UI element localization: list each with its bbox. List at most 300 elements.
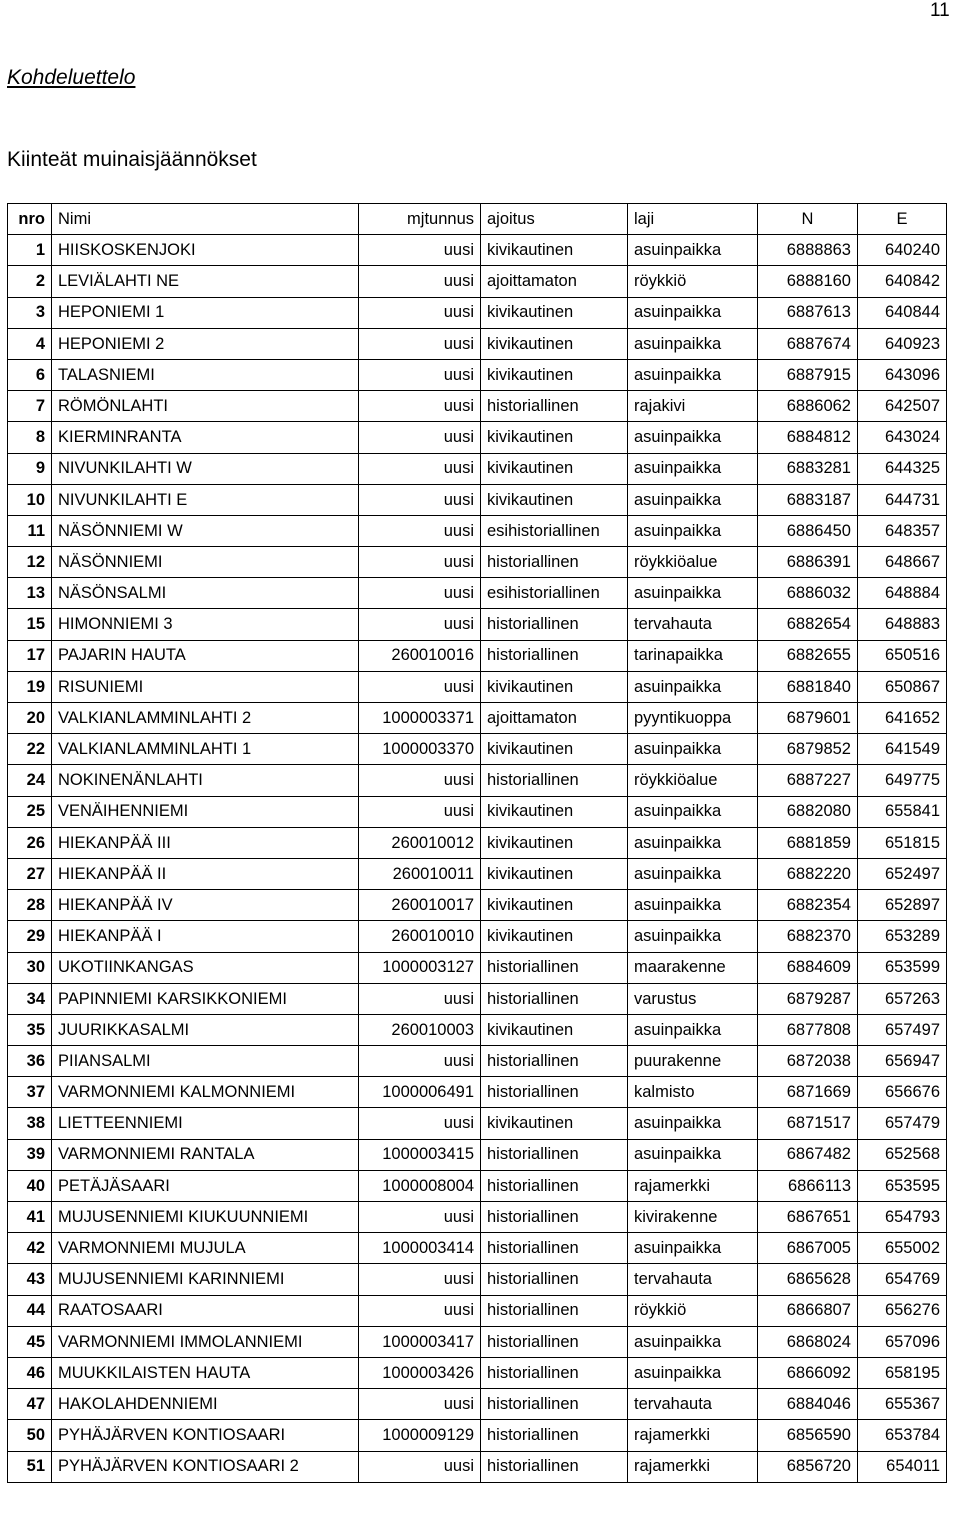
column-header-mjtunnus: mjtunnus	[359, 204, 481, 235]
cell-n: 6872038	[758, 1046, 858, 1077]
cell-ajoitus: historiallinen	[481, 1389, 628, 1420]
cell-n: 6888863	[758, 235, 858, 266]
cell-nro: 17	[8, 640, 52, 671]
cell-nro: 20	[8, 703, 52, 734]
cell-mjtunnus: 1000003414	[359, 1233, 481, 1264]
table-row	[8, 328, 947, 359]
cell-name: HIMONNIEMI 3	[52, 609, 359, 640]
cell-n: 6887674	[758, 328, 858, 359]
cell-mjtunnus: 1000009129	[359, 1420, 481, 1451]
cell-name: HIEKANPÄÄ IV	[52, 890, 359, 921]
cell-ajoitus: kivikautinen	[481, 235, 628, 266]
table-row	[8, 1295, 947, 1326]
cell-ajoitus: historiallinen	[481, 1295, 628, 1326]
cell-nro: 29	[8, 921, 52, 952]
cell-ajoitus: historiallinen	[481, 1264, 628, 1295]
cell-mjtunnus: uusi	[359, 266, 481, 297]
cell-e: 640923	[858, 328, 947, 359]
cell-nro: 13	[8, 578, 52, 609]
cell-laji: tarinapaikka	[628, 640, 758, 671]
cell-nro: 26	[8, 827, 52, 858]
cell-mjtunnus: uusi	[359, 1451, 481, 1482]
cell-name: HIEKANPÄÄ I	[52, 921, 359, 952]
cell-e: 640240	[858, 235, 947, 266]
cell-n: 6866807	[758, 1295, 858, 1326]
table-row	[8, 858, 947, 889]
cell-e: 651815	[858, 827, 947, 858]
cell-laji: asuinpaikka	[628, 671, 758, 702]
cell-mjtunnus: uusi	[359, 1202, 481, 1233]
cell-n: 6882220	[758, 858, 858, 889]
cell-ajoitus: historiallinen	[481, 1202, 628, 1233]
table-header-row	[8, 204, 947, 235]
cell-laji: asuinpaikka	[628, 796, 758, 827]
cell-n: 6888160	[758, 266, 858, 297]
cell-n: 6882654	[758, 609, 858, 640]
cell-laji: asuinpaikka	[628, 515, 758, 546]
table-row	[8, 640, 947, 671]
cell-laji: asuinpaikka	[628, 422, 758, 453]
cell-n: 6882080	[758, 796, 858, 827]
cell-e: 655367	[858, 1389, 947, 1420]
table-row	[8, 422, 947, 453]
cell-ajoitus: historiallinen	[481, 609, 628, 640]
cell-mjtunnus: 260010011	[359, 858, 481, 889]
cell-laji: varustus	[628, 983, 758, 1014]
cell-name: VARMONNIEMI KALMONNIEMI	[52, 1077, 359, 1108]
cell-n: 6887915	[758, 359, 858, 390]
cell-ajoitus: historiallinen	[481, 1170, 628, 1201]
cell-mjtunnus: 1000006491	[359, 1077, 481, 1108]
cell-name: LIETTEENNIEMI	[52, 1108, 359, 1139]
cell-e: 656947	[858, 1046, 947, 1077]
cell-mjtunnus: uusi	[359, 359, 481, 390]
cell-e: 653784	[858, 1420, 947, 1451]
cell-e: 650516	[858, 640, 947, 671]
cell-n: 6886391	[758, 547, 858, 578]
cell-laji: asuinpaikka	[628, 1139, 758, 1170]
cell-e: 654011	[858, 1451, 947, 1482]
cell-mjtunnus: uusi	[359, 796, 481, 827]
cell-nro: 40	[8, 1170, 52, 1201]
page-title: Kohdeluettelo	[7, 66, 136, 89]
cell-n: 6883281	[758, 453, 858, 484]
cell-laji: asuinpaikka	[628, 1233, 758, 1264]
table-row	[8, 1233, 947, 1264]
cell-e: 657479	[858, 1108, 947, 1139]
cell-n: 6866092	[758, 1357, 858, 1388]
cell-laji: röykkiöalue	[628, 765, 758, 796]
cell-laji: asuinpaikka	[628, 858, 758, 889]
cell-mjtunnus: 1000003426	[359, 1357, 481, 1388]
cell-nro: 1	[8, 235, 52, 266]
cell-e: 644325	[858, 453, 947, 484]
cell-n: 6884812	[758, 422, 858, 453]
table-row	[8, 827, 947, 858]
cell-name: LEVIÄLAHTI NE	[52, 266, 359, 297]
cell-n: 6882354	[758, 890, 858, 921]
table-row	[8, 297, 947, 328]
cell-n: 6882655	[758, 640, 858, 671]
cell-name: MUJUSENNIEMI KIUKUUNNIEMI	[52, 1202, 359, 1233]
cell-e: 643024	[858, 422, 947, 453]
cell-name: VARMONNIEMI RANTALA	[52, 1139, 359, 1170]
cell-mjtunnus: uusi	[359, 578, 481, 609]
table-row	[8, 734, 947, 765]
cell-name: PYHÄJÄRVEN KONTIOSAARI	[52, 1420, 359, 1451]
cell-nro: 36	[8, 1046, 52, 1077]
cell-laji: asuinpaikka	[628, 235, 758, 266]
cell-name: HIEKANPÄÄ II	[52, 858, 359, 889]
cell-mjtunnus: uusi	[359, 422, 481, 453]
cell-laji: asuinpaikka	[628, 297, 758, 328]
cell-name: PYHÄJÄRVEN KONTIOSAARI 2	[52, 1451, 359, 1482]
cell-ajoitus: historiallinen	[481, 1357, 628, 1388]
cell-laji: rajamerkki	[628, 1170, 758, 1201]
cell-n: 6881840	[758, 671, 858, 702]
table-row	[8, 1046, 947, 1077]
table-row	[8, 952, 947, 983]
cell-nro: 3	[8, 297, 52, 328]
cell-name: NOKINENÄNLAHTI	[52, 765, 359, 796]
table-row	[8, 921, 947, 952]
cell-name: NÄSÖNSALMI	[52, 578, 359, 609]
cell-nro: 28	[8, 890, 52, 921]
cell-mjtunnus: 1000003415	[359, 1139, 481, 1170]
cell-nro: 27	[8, 858, 52, 889]
table-row	[8, 453, 947, 484]
cell-nro: 22	[8, 734, 52, 765]
table-row	[8, 1451, 947, 1482]
column-header-e: E	[858, 204, 947, 235]
cell-ajoitus: kivikautinen	[481, 890, 628, 921]
table-row	[8, 890, 947, 921]
cell-e: 644731	[858, 484, 947, 515]
cell-laji: asuinpaikka	[628, 1014, 758, 1045]
cell-ajoitus: kivikautinen	[481, 827, 628, 858]
cell-name: HIEKANPÄÄ III	[52, 827, 359, 858]
cell-e: 656276	[858, 1295, 947, 1326]
cell-e: 640844	[858, 297, 947, 328]
table-row	[8, 983, 947, 1014]
cell-mjtunnus: uusi	[359, 297, 481, 328]
cell-e: 657096	[858, 1326, 947, 1357]
cell-ajoitus: kivikautinen	[481, 359, 628, 390]
cell-name: RISUNIEMI	[52, 671, 359, 702]
cell-e: 649775	[858, 765, 947, 796]
cell-name: MUUKKILAISTEN HAUTA	[52, 1357, 359, 1388]
cell-name: NÄSÖNNIEMI W	[52, 515, 359, 546]
cell-mjtunnus: uusi	[359, 609, 481, 640]
cell-nro: 34	[8, 983, 52, 1014]
cell-ajoitus: kivikautinen	[481, 453, 628, 484]
cell-n: 6871669	[758, 1077, 858, 1108]
cell-ajoitus: historiallinen	[481, 952, 628, 983]
cell-e: 641549	[858, 734, 947, 765]
cell-e: 650867	[858, 671, 947, 702]
cell-n: 6879601	[758, 703, 858, 734]
cell-mjtunnus: uusi	[359, 484, 481, 515]
cell-laji: asuinpaikka	[628, 1326, 758, 1357]
cell-n: 6886062	[758, 391, 858, 422]
section-heading: Kiinteät muinaisjäännökset	[7, 148, 257, 171]
cell-ajoitus: historiallinen	[481, 1046, 628, 1077]
cell-nro: 42	[8, 1233, 52, 1264]
cell-laji: rajamerkki	[628, 1451, 758, 1482]
cell-nro: 38	[8, 1108, 52, 1139]
cell-mjtunnus: 1000003127	[359, 952, 481, 983]
table-row	[8, 484, 947, 515]
cell-e: 652568	[858, 1139, 947, 1170]
cell-nro: 30	[8, 952, 52, 983]
table-row	[8, 1389, 947, 1420]
cell-mjtunnus: 260010016	[359, 640, 481, 671]
cell-laji: maarakenne	[628, 952, 758, 983]
cell-mjtunnus: uusi	[359, 1108, 481, 1139]
table-row	[8, 1357, 947, 1388]
cell-ajoitus: historiallinen	[481, 1451, 628, 1482]
cell-name: JUURIKKASALMI	[52, 1014, 359, 1045]
cell-ajoitus: historiallinen	[481, 640, 628, 671]
cell-e: 657497	[858, 1014, 947, 1045]
cell-mjtunnus: 1000008004	[359, 1170, 481, 1201]
cell-ajoitus: kivikautinen	[481, 921, 628, 952]
cell-laji: asuinpaikka	[628, 453, 758, 484]
cell-name: TALASNIEMI	[52, 359, 359, 390]
cell-laji: röykkiö	[628, 1295, 758, 1326]
cell-ajoitus: historiallinen	[481, 1077, 628, 1108]
cell-nro: 9	[8, 453, 52, 484]
cell-mjtunnus: 1000003417	[359, 1326, 481, 1357]
cell-laji: röykkiöalue	[628, 547, 758, 578]
cell-ajoitus: kivikautinen	[481, 858, 628, 889]
cell-laji: tervahauta	[628, 1389, 758, 1420]
cell-mjtunnus: 1000003370	[359, 734, 481, 765]
cell-nro: 50	[8, 1420, 52, 1451]
table-row	[8, 266, 947, 297]
cell-nro: 43	[8, 1264, 52, 1295]
cell-laji: asuinpaikka	[628, 328, 758, 359]
cell-name: VENÄIHENNIEMI	[52, 796, 359, 827]
cell-name: UKOTIINKANGAS	[52, 952, 359, 983]
cell-n: 6867651	[758, 1202, 858, 1233]
cell-nro: 19	[8, 671, 52, 702]
cell-e: 648357	[858, 515, 947, 546]
cell-n: 6868024	[758, 1326, 858, 1357]
cell-ajoitus: historiallinen	[481, 1420, 628, 1451]
cell-mjtunnus: 260010003	[359, 1014, 481, 1045]
cell-laji: asuinpaikka	[628, 734, 758, 765]
cell-ajoitus: kivikautinen	[481, 671, 628, 702]
cell-e: 652497	[858, 858, 947, 889]
cell-name: VALKIANLAMMINLAHTI 2	[52, 703, 359, 734]
cell-name: HIISKOSKENJOKI	[52, 235, 359, 266]
cell-nro: 44	[8, 1295, 52, 1326]
cell-n: 6856590	[758, 1420, 858, 1451]
sites-table	[7, 203, 947, 1483]
cell-n: 6883187	[758, 484, 858, 515]
cell-laji: asuinpaikka	[628, 359, 758, 390]
cell-e: 654769	[858, 1264, 947, 1295]
cell-name: PAPINNIEMI KARSIKKONIEMI	[52, 983, 359, 1014]
cell-ajoitus: esihistoriallinen	[481, 515, 628, 546]
cell-n: 6877808	[758, 1014, 858, 1045]
cell-e: 642507	[858, 391, 947, 422]
cell-laji: asuinpaikka	[628, 484, 758, 515]
table-row	[8, 547, 947, 578]
cell-e: 648883	[858, 609, 947, 640]
cell-nro: 47	[8, 1389, 52, 1420]
cell-mjtunnus: 1000003371	[359, 703, 481, 734]
cell-nro: 6	[8, 359, 52, 390]
table-row	[8, 391, 947, 422]
cell-n: 6867005	[758, 1233, 858, 1264]
cell-nro: 10	[8, 484, 52, 515]
column-header-ajoitus: ajoitus	[481, 204, 628, 235]
cell-n: 6884046	[758, 1389, 858, 1420]
cell-ajoitus: historiallinen	[481, 1326, 628, 1357]
cell-e: 655002	[858, 1233, 947, 1264]
cell-laji: asuinpaikka	[628, 827, 758, 858]
cell-mjtunnus: uusi	[359, 1295, 481, 1326]
cell-name: HAKOLAHDENNIEMI	[52, 1389, 359, 1420]
cell-name: RAATOSAARI	[52, 1295, 359, 1326]
cell-e: 654793	[858, 1202, 947, 1233]
table-row	[8, 1077, 947, 1108]
cell-name: NÄSÖNNIEMI	[52, 547, 359, 578]
cell-laji: tervahauta	[628, 609, 758, 640]
cell-nro: 24	[8, 765, 52, 796]
cell-e: 641652	[858, 703, 947, 734]
cell-name: MUJUSENNIEMI KARINNIEMI	[52, 1264, 359, 1295]
cell-ajoitus: historiallinen	[481, 765, 628, 796]
cell-n: 6867482	[758, 1139, 858, 1170]
cell-ajoitus: kivikautinen	[481, 796, 628, 827]
cell-nro: 35	[8, 1014, 52, 1045]
table-row	[8, 1202, 947, 1233]
column-header-nro: nro	[8, 204, 52, 235]
cell-nro: 41	[8, 1202, 52, 1233]
cell-n: 6879852	[758, 734, 858, 765]
cell-mjtunnus: uusi	[359, 547, 481, 578]
cell-laji: puurakenne	[628, 1046, 758, 1077]
cell-nro: 46	[8, 1357, 52, 1388]
cell-n: 6887613	[758, 297, 858, 328]
cell-n: 6866113	[758, 1170, 858, 1201]
cell-ajoitus: historiallinen	[481, 1233, 628, 1264]
cell-ajoitus: kivikautinen	[481, 734, 628, 765]
table-row	[8, 765, 947, 796]
cell-ajoitus: historiallinen	[481, 983, 628, 1014]
cell-e: 656676	[858, 1077, 947, 1108]
cell-ajoitus: ajoittamaton	[481, 266, 628, 297]
cell-mjtunnus: uusi	[359, 671, 481, 702]
table-body	[8, 204, 947, 1483]
table-row	[8, 1108, 947, 1139]
cell-e: 652897	[858, 890, 947, 921]
cell-name: VARMONNIEMI MUJULA	[52, 1233, 359, 1264]
cell-n: 6865628	[758, 1264, 858, 1295]
cell-nro: 45	[8, 1326, 52, 1357]
cell-nro: 51	[8, 1451, 52, 1482]
cell-nro: 15	[8, 609, 52, 640]
cell-name: NIVUNKILAHTI W	[52, 453, 359, 484]
cell-e: 653599	[858, 952, 947, 983]
cell-ajoitus: ajoittamaton	[481, 703, 628, 734]
cell-n: 6884609	[758, 952, 858, 983]
cell-n: 6856720	[758, 1451, 858, 1482]
cell-ajoitus: kivikautinen	[481, 484, 628, 515]
cell-n: 6887227	[758, 765, 858, 796]
cell-e: 648884	[858, 578, 947, 609]
table-row	[8, 1139, 947, 1170]
cell-e: 655841	[858, 796, 947, 827]
cell-mjtunnus: uusi	[359, 1046, 481, 1077]
cell-e: 653595	[858, 1170, 947, 1201]
cell-e: 648667	[858, 547, 947, 578]
cell-mjtunnus: uusi	[359, 1389, 481, 1420]
cell-ajoitus: kivikautinen	[481, 1108, 628, 1139]
table-row	[8, 235, 947, 266]
cell-ajoitus: kivikautinen	[481, 328, 628, 359]
table-row	[8, 1420, 947, 1451]
cell-n: 6879287	[758, 983, 858, 1014]
cell-nro: 2	[8, 266, 52, 297]
table-row	[8, 1326, 947, 1357]
cell-name: RÖMÖNLAHTI	[52, 391, 359, 422]
cell-mjtunnus: uusi	[359, 235, 481, 266]
cell-nro: 25	[8, 796, 52, 827]
table-row	[8, 1264, 947, 1295]
cell-name: PIIANSALMI	[52, 1046, 359, 1077]
cell-e: 640842	[858, 266, 947, 297]
cell-mjtunnus: 260010012	[359, 827, 481, 858]
cell-ajoitus: historiallinen	[481, 547, 628, 578]
cell-ajoitus: esihistoriallinen	[481, 578, 628, 609]
cell-ajoitus: kivikautinen	[481, 422, 628, 453]
table-row	[8, 359, 947, 390]
cell-e: 657263	[858, 983, 947, 1014]
cell-n: 6871517	[758, 1108, 858, 1139]
cell-mjtunnus: uusi	[359, 515, 481, 546]
cell-n: 6886450	[758, 515, 858, 546]
cell-laji: röykkiö	[628, 266, 758, 297]
cell-nro: 11	[8, 515, 52, 546]
cell-n: 6882370	[758, 921, 858, 952]
table-row	[8, 515, 947, 546]
cell-name: VARMONNIEMI IMMOLANNIEMI	[52, 1326, 359, 1357]
cell-n: 6886032	[758, 578, 858, 609]
cell-nro: 8	[8, 422, 52, 453]
cell-e: 658195	[858, 1357, 947, 1388]
cell-laji: pyyntikuoppa	[628, 703, 758, 734]
cell-laji: kivirakenne	[628, 1202, 758, 1233]
cell-ajoitus: kivikautinen	[481, 1014, 628, 1045]
cell-nro: 4	[8, 328, 52, 359]
cell-laji: kalmisto	[628, 1077, 758, 1108]
table-row	[8, 609, 947, 640]
cell-nro: 39	[8, 1139, 52, 1170]
cell-ajoitus: historiallinen	[481, 391, 628, 422]
cell-mjtunnus: 260010010	[359, 921, 481, 952]
cell-name: PETÄJÄSAARI	[52, 1170, 359, 1201]
cell-mjtunnus: uusi	[359, 983, 481, 1014]
cell-mjtunnus: uusi	[359, 328, 481, 359]
cell-laji: asuinpaikka	[628, 1357, 758, 1388]
cell-laji: tervahauta	[628, 1264, 758, 1295]
table-row	[8, 1170, 947, 1201]
cell-e: 643096	[858, 359, 947, 390]
